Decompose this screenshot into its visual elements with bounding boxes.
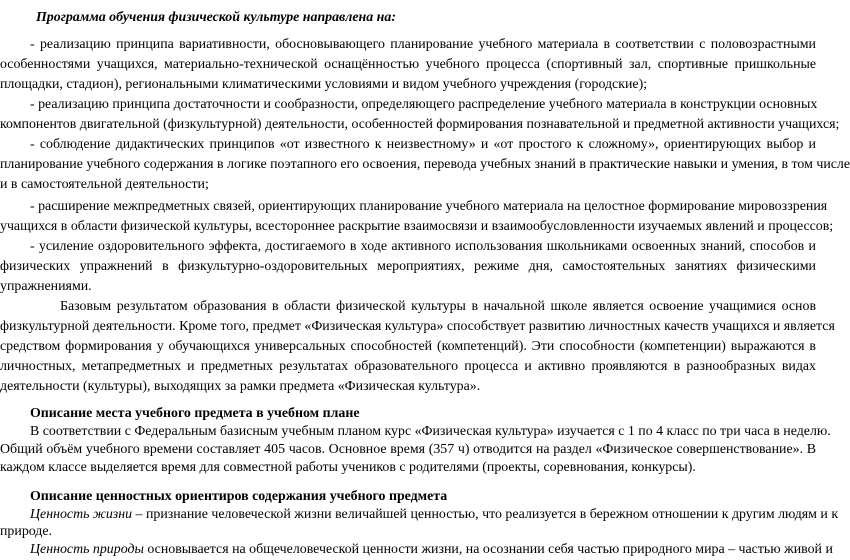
- paragraph-line: и в самостоятельной деятельности;: [0, 177, 209, 192]
- paragraph-line: - реализацию принципа вариативности, обосновывающего планирование учебного материала в соответствии с половозрастными: [30, 37, 816, 52]
- section-heading: Программа обучения физической культуре направлена на:: [36, 10, 396, 25]
- term-label: Ценность природы: [30, 542, 144, 557]
- paragraph-line: физических упражнений в физкультурно-оздоровительных мероприятиях, режиме дня, самостоятельных занятиях физическими: [0, 259, 816, 274]
- paragraph-line: каждом классе выделяется время для совместной работы учеников с родителями (проекты, соревнования, конкурсы).: [0, 460, 696, 475]
- paragraph-line: деятельности (культуры), выходящих за рамки предмета «Физическая культура».: [0, 379, 481, 394]
- paragraph-line: площадки, стадион), региональными климатическими условиями и видом учебного учреждения (городские);: [0, 77, 648, 92]
- term-definition: – признание человеческой жизни величайшей ценностью, что реализуется в бережном отношении к другим людям и к: [132, 507, 839, 522]
- paragraph-line: - усиление оздоровительного эффекта, достигаемого в ходе активного использования школьниками освоенных знаний, способов и: [30, 239, 816, 254]
- paragraph-line: физкультурной деятельности. Кроме того, предмет «Физическая культура» способствует развитию личностных качеств учащихся и является: [0, 319, 835, 334]
- subsection-heading: Описание места учебного предмета в учебном плане: [30, 406, 360, 421]
- paragraph-line: природе.: [0, 524, 53, 539]
- paragraph-line: особенностями учащихся, материально-технической оснащённостью учебного процесса (спортивный зал, спортивные пришкольные: [0, 57, 816, 72]
- paragraph-line: Базовым результатом образования в области физической культуры в начальной школе является освоение учащимися основ: [60, 299, 816, 314]
- paragraph-line: - соблюдение дидактических принципов «от известного к неизвестному» и «от простого к сложному», ориентирующих выбор и: [30, 137, 816, 152]
- subsection-heading: Описание ценностных ориентиров содержания учебного предмета: [30, 489, 448, 504]
- paragraph-line: планирование учебного содержания в логике поэтапного его освоения, перевода учебных знаний в практические навыки и умения, в том числе: [0, 157, 850, 172]
- paragraph-line: - реализацию принципа достаточности и сообразности, определяющего распределение учебного материала в конструкции основных: [30, 97, 818, 112]
- paragraph-line: Общий объём учебного времени составляет 405 часов. Основное время (357 ч) отводится на раздел «Физическое совершенствование». В: [0, 442, 816, 457]
- paragraph-line: - расширение межпредметных связей, ориентирующих планирование учебного материала на целостное формирование мировоззрения: [30, 199, 828, 214]
- paragraph-line: средством формирования у обучающихся универсальных способностей (компетенций). Эти способности (компетенции) выражаются в: [0, 339, 816, 354]
- paragraph-line: личностных, метапредметных и предметных результатах образовательного процесса и активно проявляются в разнообразных видах: [0, 359, 816, 374]
- paragraph-line: [30, 540, 833, 560]
- paragraph-line: В соответствии с Федеральным базисным учебным планом курс «Физическая культура» изучается с 1 по 4 класс по три часа в неделю.: [30, 424, 831, 439]
- term-label: Ценность жизни: [30, 507, 133, 522]
- paragraph-line: компонентов двигательной (физкультурной) деятельности, особенностей формирования познавательной и предметной активности учащихся;: [0, 117, 840, 132]
- paragraph-line: упражнениями.: [0, 279, 92, 294]
- paragraph-line: учащихся в области физической культуры, всестороннее раскрытие взаимосвязи и взаимообусловленности изучаемых явлений и процессов;: [0, 219, 834, 234]
- term-definition: основывается на общечеловеческой ценности жизни, на осознании себя частью природного мира – частью живой и: [143, 542, 833, 557]
- paragraph-line: [30, 505, 839, 525]
